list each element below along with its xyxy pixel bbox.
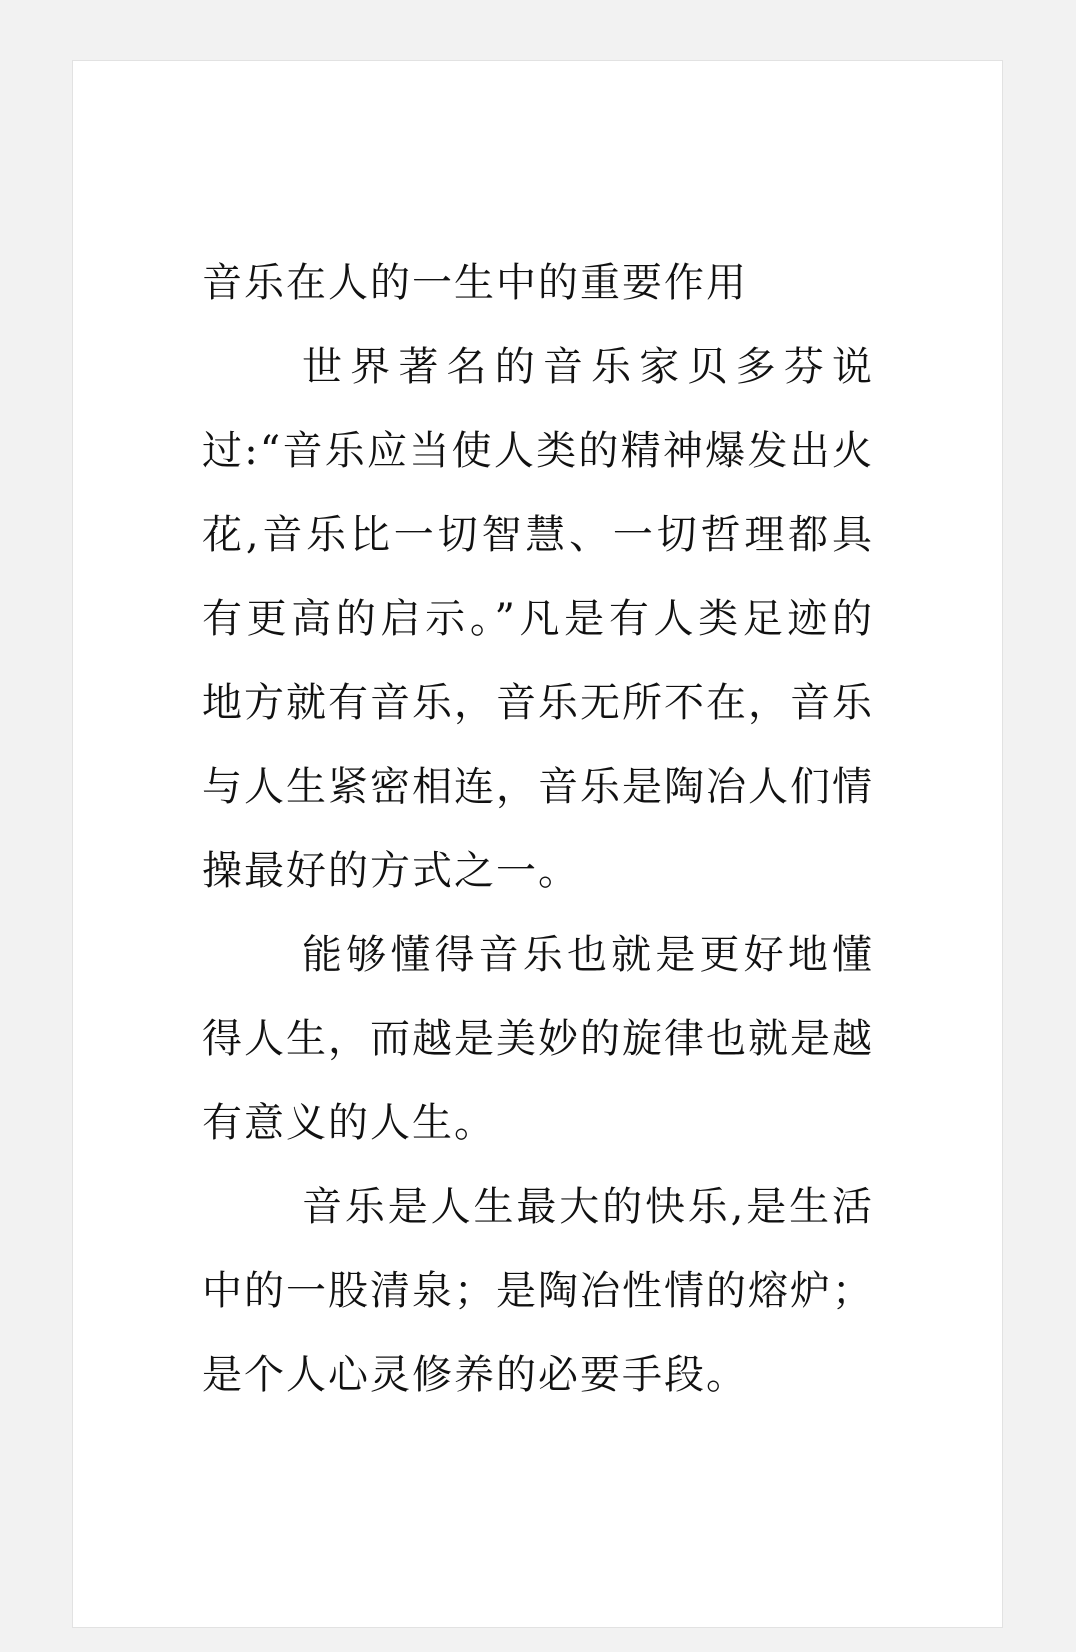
document-body bbox=[202, 241, 874, 1417]
paragraph-1: 世界著名的音乐家贝多芬说过:“音乐应当使人类的精神爆发出火花,音乐比一切智慧、一切哲理都具有更高的启示。”凡是有人类足迹的地方就有音乐，音乐无所不在，音乐与人生紧密相连，音乐是陶冶人们情操最好的方式之一。 bbox=[202, 344, 874, 894]
paragraph-3: 音乐是人生最大的快乐,是生活中的一股清泉；是陶冶性情的熔炉；是个人心灵修养的必要手段。 bbox=[202, 1184, 874, 1398]
document-page bbox=[72, 60, 1003, 1628]
document-title: 音乐在人的一生中的重要作用 bbox=[202, 260, 748, 306]
paragraph-2: 能够懂得音乐也就是更好地懂得人生，而越是美妙的旋律也就是越有意义的人生。 bbox=[202, 932, 874, 1146]
